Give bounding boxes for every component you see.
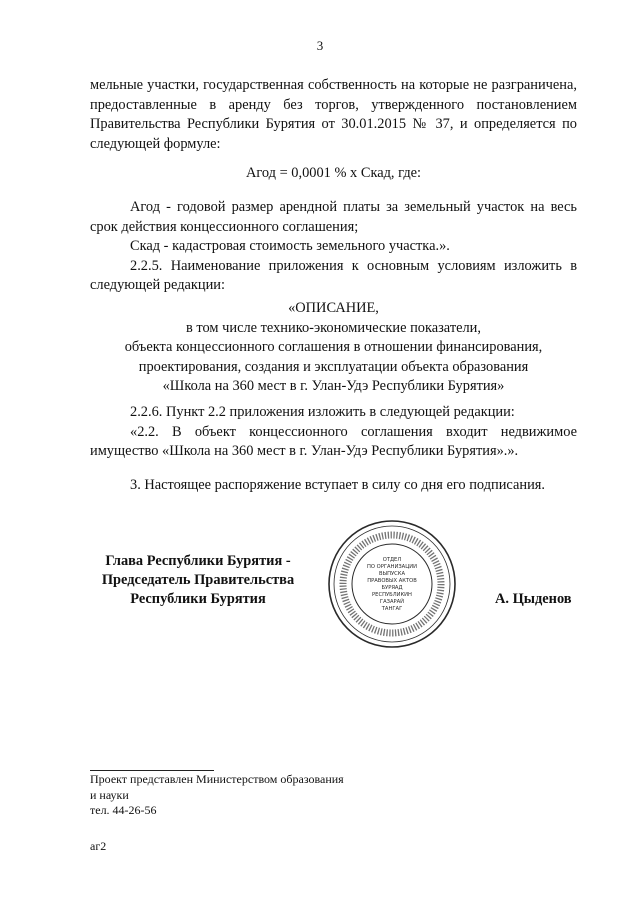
stamp-line: ГАЗАРАЙ xyxy=(379,599,405,605)
footer-divider xyxy=(90,770,214,771)
paragraph-2-2-5: 2.2.5. Наименование приложения к основным условиям изложить в следующей редакции: xyxy=(90,257,577,293)
stamp-line: БУРЯАД xyxy=(381,585,403,591)
formula-text: Агод = 0,0001 % х Скад, где: xyxy=(245,165,422,181)
title-line: проектирования, создания и эксплуатации объекта образования xyxy=(138,358,529,375)
stamp-line: ОТДЕЛ xyxy=(382,557,402,563)
paragraph-3-text: 3. Настоящее распоряжение вступает в силу со дня его подписания. xyxy=(130,477,545,493)
definition-skad: Скад - кадастровая стоимость земельного участка.». xyxy=(130,238,450,254)
title-line: «ОПИСАНИЕ, xyxy=(288,300,379,316)
stamp-line: ПО ОРГАНИЗАЦИИ xyxy=(366,564,418,570)
paragraph-2-2: «2.2. В объект концессионного соглашения входит недвижимое имущество «Школа на 360 мест в г. Улан-Удэ Республики Бурятия».». xyxy=(90,423,577,459)
stamp-line: ВЫПУСКА xyxy=(378,571,406,577)
definitions xyxy=(90,198,577,296)
definition-agod: Агод - годовой размер арендной платы за земельный участок на весь срок действия концессионного соглашения; xyxy=(90,199,577,235)
official-seal-stamp xyxy=(326,518,458,650)
footer-line: и науки xyxy=(90,787,129,802)
footer-note xyxy=(90,772,390,819)
amendments xyxy=(90,403,577,462)
position-line: Республики Бурятия xyxy=(130,591,266,607)
description-title xyxy=(90,299,577,397)
paragraph-text: мельные участки, государственная собственность на которые не разграничена, предоставленные в аренду без торгов, утвержденного постановлением Правительства Республики Бурятия от 30.01.2015 № 37, и определяется по следующей формуле: xyxy=(90,77,577,152)
position-line: Председатель Правительства xyxy=(101,572,295,588)
signatory-name: А. Цыденов xyxy=(495,591,572,607)
stamp-line: ТАНГАГ xyxy=(381,606,403,612)
title-line: в том числе технико-экономические показатели, xyxy=(186,319,481,336)
stamp-line: ПРАВОВЫХ АКТОВ xyxy=(367,578,417,584)
paragraph-3 xyxy=(90,476,577,496)
paragraph-2-2-6: 2.2.6. Пункт 2.2 приложения изложить в следующей редакции: xyxy=(130,404,515,420)
page-number: 3 xyxy=(316,38,324,53)
signatory-position xyxy=(88,552,308,609)
stamp-line: РЕСПУБЛИКИН xyxy=(372,592,412,598)
document-code: аг2 xyxy=(90,839,107,853)
title-line: «Школа на 360 мест в г. Улан-Удэ Республики Бурятия» xyxy=(162,378,505,394)
formula xyxy=(90,164,577,184)
position-line: Глава Республики Бурятия - xyxy=(105,553,291,569)
paragraph-land-plots xyxy=(90,76,577,154)
title-line: объекта концессионного соглашения в отношении финансирования, xyxy=(124,339,543,355)
footer-line: Проект представлен Министерством образования xyxy=(90,772,344,786)
footer-line: тел. 44-26-56 xyxy=(90,803,157,817)
